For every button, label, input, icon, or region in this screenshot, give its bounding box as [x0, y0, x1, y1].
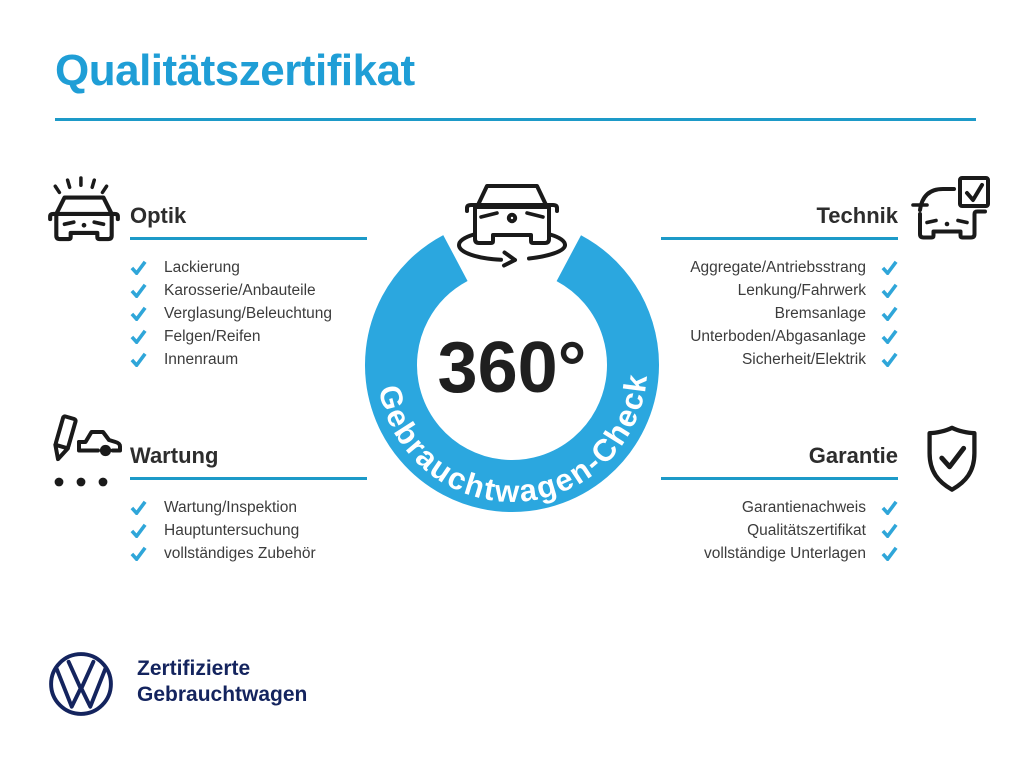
- list-item-label: Unterboden/Abgasanlage: [690, 327, 866, 345]
- list-item-label: Bremsanlage: [774, 304, 866, 322]
- check-icon: [881, 500, 898, 515]
- list-item-label: vollständiges Zubehör: [164, 544, 316, 562]
- list-item-label: Karosserie/Anbauteile: [164, 281, 316, 299]
- car-shine-icon: [44, 176, 124, 256]
- list-item: [130, 279, 367, 302]
- list-item: [661, 302, 898, 325]
- ring-label: Gebrauchtwagen-Check: [371, 370, 655, 510]
- check-icon: [130, 352, 147, 367]
- pencil-car-icon: [44, 412, 128, 494]
- title-divider: [55, 118, 976, 121]
- check-icon: [130, 329, 147, 344]
- section-divider: [661, 237, 898, 240]
- list-item: [661, 279, 898, 302]
- car-front-icon: [467, 186, 557, 243]
- list-item: [130, 348, 367, 371]
- list-item-label: Wartung/Inspektion: [164, 498, 297, 516]
- list-item: [661, 256, 898, 279]
- brand-text: [137, 656, 307, 708]
- check-icon: [130, 260, 147, 275]
- section-title-optik: Optik: [130, 203, 187, 228]
- checklist-optik: [130, 256, 367, 371]
- check-icon: [881, 283, 898, 298]
- page-title: Qualitätszertifikat: [55, 46, 415, 95]
- check-icon: [881, 306, 898, 321]
- list-item: [130, 325, 367, 348]
- list-item-label: Verglasung/Beleuchtung: [164, 304, 333, 322]
- brand-line-1: Zertifizierte: [137, 657, 251, 680]
- section-title-technik: Technik: [816, 203, 898, 228]
- section-title-wartung: Wartung: [130, 443, 219, 468]
- checklist-wartung: [130, 496, 367, 565]
- list-item: [661, 325, 898, 348]
- check-icon: [130, 500, 147, 515]
- list-item-label: Sicherheit/Elektrik: [741, 350, 866, 368]
- check-icon: [881, 523, 898, 538]
- check-icon: [130, 306, 147, 321]
- degrees-label: 360°: [437, 328, 587, 408]
- list-item: [661, 542, 898, 565]
- check-icon: [130, 523, 147, 538]
- checklist-garantie: [661, 496, 898, 565]
- list-item: [130, 519, 367, 542]
- car-checkbox-icon: [910, 174, 992, 254]
- list-item-label: Qualitätszertifikat: [747, 521, 866, 539]
- check-icon: [130, 283, 147, 298]
- list-item: [661, 519, 898, 542]
- section-technik: [661, 203, 898, 371]
- section-divider: [130, 237, 367, 240]
- section-garantie: [661, 443, 898, 565]
- check-icon: [881, 352, 898, 367]
- checklist-technik: [661, 256, 898, 371]
- list-item-label: Innenraum: [164, 350, 239, 368]
- section-optik: [130, 203, 367, 371]
- list-item: [130, 542, 367, 565]
- brand-line-2: Gebrauchtwagen: [137, 683, 308, 706]
- section-divider: [130, 477, 367, 480]
- check-icon: [881, 260, 898, 275]
- list-item: [661, 348, 898, 371]
- check-icon: [130, 546, 147, 561]
- list-item: [130, 496, 367, 519]
- list-item-label: Lackierung: [164, 258, 240, 276]
- list-item-label: Lenkung/Fahrwerk: [737, 281, 866, 299]
- shield-check-icon: [914, 420, 990, 498]
- list-item-label: Felgen/Reifen: [164, 327, 261, 345]
- check-icon: [881, 546, 898, 561]
- gebrauchtwagen-check-badge: [357, 155, 667, 525]
- section-divider: [661, 477, 898, 480]
- list-item: [130, 256, 367, 279]
- check-icon: [881, 329, 898, 344]
- list-item: [661, 496, 898, 519]
- list-item-label: Hauptuntersuchung: [164, 521, 300, 539]
- vw-logo: [48, 651, 114, 717]
- section-title-garantie: Garantie: [808, 443, 898, 468]
- list-item-label: Garantienachweis: [741, 498, 866, 516]
- section-wartung: [130, 443, 367, 565]
- list-item: [130, 302, 367, 325]
- list-item-label: vollständige Unterlagen: [704, 544, 866, 562]
- list-item-label: Aggregate/Antriebsstrang: [690, 258, 866, 276]
